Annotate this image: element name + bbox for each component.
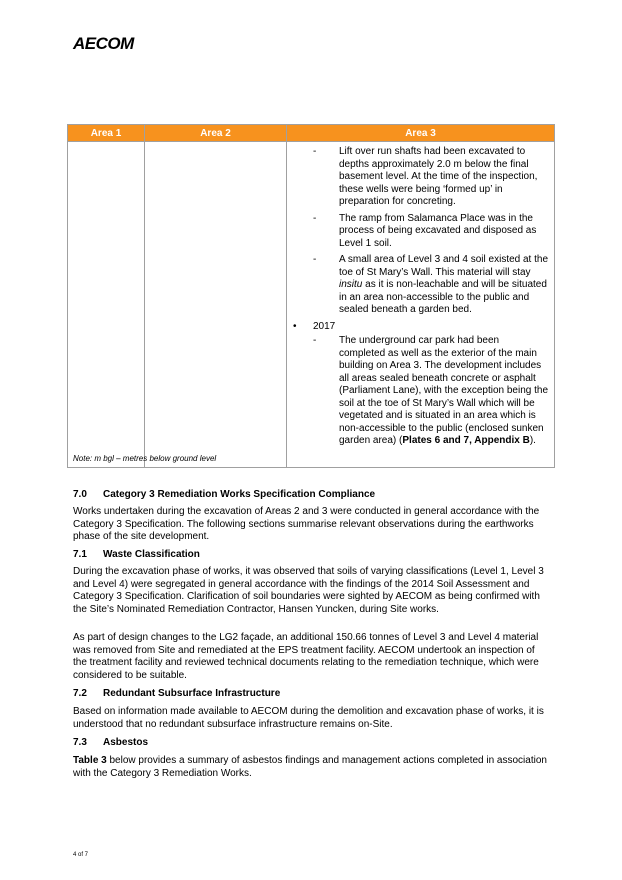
header-area-3: Area 3 (287, 125, 555, 142)
header-area-2: Area 2 (145, 125, 287, 142)
page-number: 4 of 7 (73, 852, 89, 858)
section-7-1-heading: 7.1 Waste Classification (73, 549, 200, 560)
aecom-logo: AECOM (73, 34, 134, 53)
table-note: Note: m bgl – metres below ground level (73, 454, 217, 463)
table-3-reference: Table 3 (73, 755, 107, 766)
list-item: - A small area of Level 3 and 4 soil existed at the toe of St Mary’s Wall. This material will stay insitu as it is non-leachable and will be situated in an area non-accessible to the public and sealed beneath a garden bed. (313, 254, 549, 315)
areas-table (67, 124, 555, 468)
section-7-2-heading: 7.2 Redundant Subsurface Infrastructure (73, 688, 281, 699)
table-header-row (68, 125, 555, 142)
bullet-item-2017: • 2017 (293, 320, 336, 332)
list-item: - The underground car park had been completed as well as the exterior of the main building on Area 3. The development includes all areas sealed beneath concrete or asphalt (Parliament Lane), with the exception being the soil at the toe of St Mary’s Wall which will be vegetated and is situated in an area which is non-accessible to the public (enclosed sunken garden area) (Plates 6 and 7, Appendix B). (313, 335, 549, 446)
list-item: - Lift over run shafts had been excavated to depths approximately 2.0 m below the final basement level. At the time of the inspection, these wells were being ‘formed up’ in preparation for concreting. (313, 146, 538, 207)
list-item: - The ramp from Salamanca Place was in the process of being excavated and disposed as Level 1 soil. (313, 212, 537, 249)
section-7-0-heading: 7.0 Category 3 Remediation Works Specification Compliance (73, 489, 376, 500)
section-7-1-paragraph-2: As part of design changes to the LG2 façade, an additional 150.66 tonnes of Level 3 and Level 4 material was removed from Site and remediated at the EPS treatment facility. AECOM undertook an inspection of the treatment facility and reviewed technical documents relating to the remediation technique, which were considered to be suitable. (73, 632, 539, 681)
section-7-1-paragraph-1: During the excavation phase of works, it was observed that soils of varying classifications (Level 1, Level 3 and Level 4) were segregated in general accordance with the findings of the 2014 Soil Assessment and Category 3 Specification. Clarification of soil boundaries were sighted by AECOM as being confirmed with the Site’s Nominated Remediation Contractor, Hansen Yuncken, during Site works. (73, 566, 544, 615)
section-7-0-paragraph: Works undertaken during the excavation of Areas 2 and 3 were conducted in general accordance with the Category 3 Specification. The following sections summarise relevant observations during the earthworks phase of the site development. (73, 506, 540, 542)
section-7-2-paragraph: Based on information made available to AECOM during the demolition and excavation phase of works, it is understood that no redundant subsurface infrastructure remains on-Site. (73, 706, 544, 730)
header-area-1: Area 1 (68, 125, 145, 142)
table-row (68, 142, 555, 468)
section-7-3-paragraph: Table 3 below provides a summary of asbestos findings and management actions completed in association with the Category 3 Remediation Works. (73, 755, 547, 779)
area-1-cell (68, 142, 145, 468)
section-7-3-heading: 7.3 Asbestos (73, 737, 149, 748)
area-3-cell (287, 142, 555, 468)
area-2-cell (145, 142, 287, 468)
